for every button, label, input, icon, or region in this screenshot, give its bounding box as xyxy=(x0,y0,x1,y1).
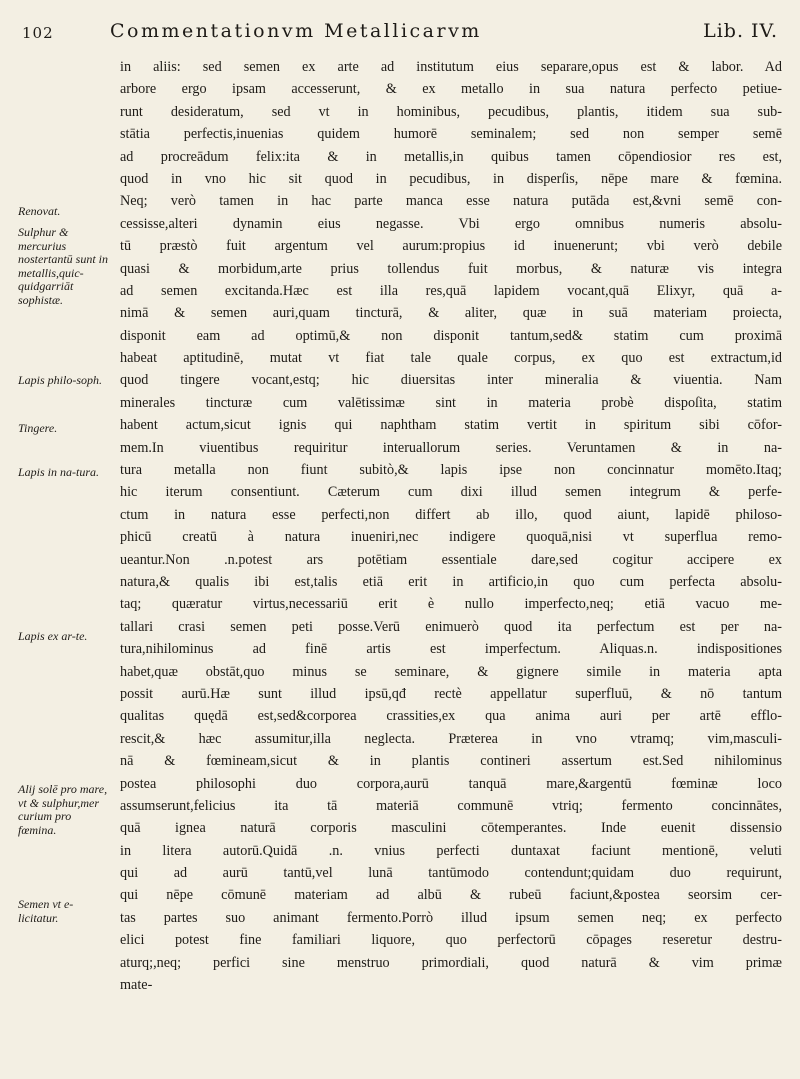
margin-note-lapis: Lapis philo-soph. xyxy=(18,373,103,387)
text-line: nimā & semen auri,quam tincturā, & aliter, quæ in suā materiam proiecta, xyxy=(120,305,782,322)
text-line: tallari crasi semen peti posse.Verū enimuerò quod ita perfectum est per na- xyxy=(120,618,782,635)
page-number: 102 xyxy=(22,24,54,42)
text-line: quā ignea naturā corporis masculini cōtemperantes. Inde euenit dissensio xyxy=(120,820,782,837)
book-number: Lib. IV. xyxy=(703,20,778,42)
text-line: minerales tincturæ cum valētissimæ sint in materia probè dispoſita, statim xyxy=(120,394,782,411)
text-line: disponit eam ad optimū,& non disponit tantum,sed& statim cum proximā xyxy=(120,327,782,344)
text-line: nā & fœmineam,sicut & in plantis contineri assertum est.Sed nihilominus xyxy=(120,753,782,770)
page-header xyxy=(22,6,778,46)
text-line: taq; quæratur virtus,necessariū erit è nullo imperfecto,neq; etiā vacuo me- xyxy=(120,596,782,613)
text-line: habent actum,sicut ignis qui naphtham statim vertit in spiritum sibi cōfor- xyxy=(120,417,782,434)
text-line: elici potest fine familiari liquore, quo perfectorū cōpages reseretur destru- xyxy=(120,932,782,949)
text-line: quasi & morbidum,arte prius tollendus fuit morbus, & naturæ vis integra xyxy=(120,260,782,277)
margin-notes xyxy=(18,0,110,1079)
text-line: cessisse,alteri dynamin eius negasse. Vbi ergo omnibus numeris absolu- xyxy=(120,215,782,232)
text-line: arbore ergo ipsam accesserunt, & ex metallo in sua natura perfecto petiue- xyxy=(120,81,782,98)
body-text xyxy=(120,56,782,996)
text-line: ctum in natura esse perfecti,non differt ab illo, quod aiunt, lapidē philoso- xyxy=(120,506,782,523)
text-line: qualitas quędā est,sed&corporea crassities,ex qua anima auri per artē efflo- xyxy=(120,708,782,725)
text-line: habeat aptitudinē, mutat vt fiat tale quale corpus, ex quo est extractum,id xyxy=(120,350,782,367)
text-line: runt desideratum, sed vt in hominibus, pecudibus, plantis, itidem sua sub- xyxy=(120,103,782,120)
text-line: tura metalla non fiunt subitò,& lapis ipse non concinnatur momēto.Itaq; xyxy=(120,462,782,479)
text-line: tū præstò fuit argentum vel aurum:propius id inuenerunt; vbi verò debile xyxy=(120,238,782,255)
margin-note-tingere: Tingere. xyxy=(18,421,58,435)
margin-note-sulphur: Sulphur & mercurius nostertantū sunt in metallis,quic-quidgarriāt sophistæ. xyxy=(18,225,109,307)
text-line: Neq; verò tamen in hac parte manca esse natura putāda est,&vni semē con- xyxy=(120,193,782,210)
text-line: phicū creatū à natura inueniri,nec indigere quoquā,nisi vt superflua remo- xyxy=(120,529,782,546)
text-line: tura,nihilominus ad finē artis est imperfectum. Aliquas.n. indispositiones xyxy=(120,641,782,658)
margin-note-semen: Semen vt e-licitatur. xyxy=(18,897,74,925)
text-line: mem.In viuentibus requiritur interuallorum series. Veruntamen & in na- xyxy=(120,439,782,456)
text-line: postea philosophi duo corpora,aurū tanquā mare,&argentū fœminæ loco xyxy=(120,775,782,792)
text-line: qui nēpe cōmunē materiam ad albū & rubeū faciunt,&postea seorsim cer- xyxy=(120,887,782,904)
text-line: ad semen excitanda.Hæc est illa res,quā lapidem vocant,quā Elixyr, quā a- xyxy=(120,282,782,299)
text-line: habet,quæ obstāt,quo minus se seminare, & gignere simile in materia apta xyxy=(120,663,782,680)
text-line: possit aurū.Hæ sunt illud ipsū,qđ rectè appellatur superfluū, & nō tantum xyxy=(120,685,782,702)
text-line: in aliis: sed semen ex arte ad institutum eius separare,opus est & labor. Ad xyxy=(120,59,782,75)
margin-note-arte: Lapis ex ar-te. xyxy=(18,629,88,643)
margin-note-natura: Lapis in na-tura. xyxy=(18,465,100,479)
text-line: qui ad aurū tantū,vel lunā tantūmodo contendunt;quidam duo requirunt, xyxy=(120,865,782,882)
text-line: ueantur.Non .n.potest ars potētiam essentiale dare,sed cogitur accipere ex xyxy=(120,551,782,568)
text-line: aturq;,neq; perfici sine menstruo primordiali, quod naturā & vim primæ xyxy=(120,954,782,971)
text-line: rescit,& hæc assumitur,illa neglecta. Præterea in vno vtramq; vim,masculi- xyxy=(120,730,782,747)
text-line: in litera autorū.Quidā .n. vnius perfecti duntaxat faciunt mentionē, veluti xyxy=(120,842,782,859)
text-line: hic iterum consentiunt. Cæterum cum dixi illud semen integrum & perfe- xyxy=(120,484,782,501)
running-title: Commentationvm Metallicarvm xyxy=(110,20,482,42)
text-line: ad procreādum felix:ita & in metallis,in quibus tamen cōpendiosior res est, xyxy=(120,148,782,165)
text-line: stātia perfectis,inuenias quidem humorē seminalem; sed non semper semē xyxy=(120,126,782,143)
margin-note-alii: Alij solē pro mare, vt & sulphur,mer curium pro fœmina. xyxy=(18,782,108,837)
text-line: tas partes suo animant fermento.Porrò illud ipsum semen neq; ex perfecto xyxy=(120,909,782,926)
margin-note-renovat: Renovat. xyxy=(18,204,61,218)
text-line: natura,& qualis ibi est,talis etiā erit in artificio,in quo cum perfecta absolu- xyxy=(120,573,782,590)
text-line: assumserunt,felicius ita tā materiā communē vtriq; fermento concinnātes, xyxy=(120,797,782,814)
text-line: quod tingere vocant,estq; hic diuersitas inter mineralia & viuentia. Nam xyxy=(120,372,782,389)
text-line: mate- xyxy=(120,977,153,994)
text-line: quod in vno hic sit quod in pecudibus, in disperſis, nēpe mare & fœmina. xyxy=(120,170,782,187)
